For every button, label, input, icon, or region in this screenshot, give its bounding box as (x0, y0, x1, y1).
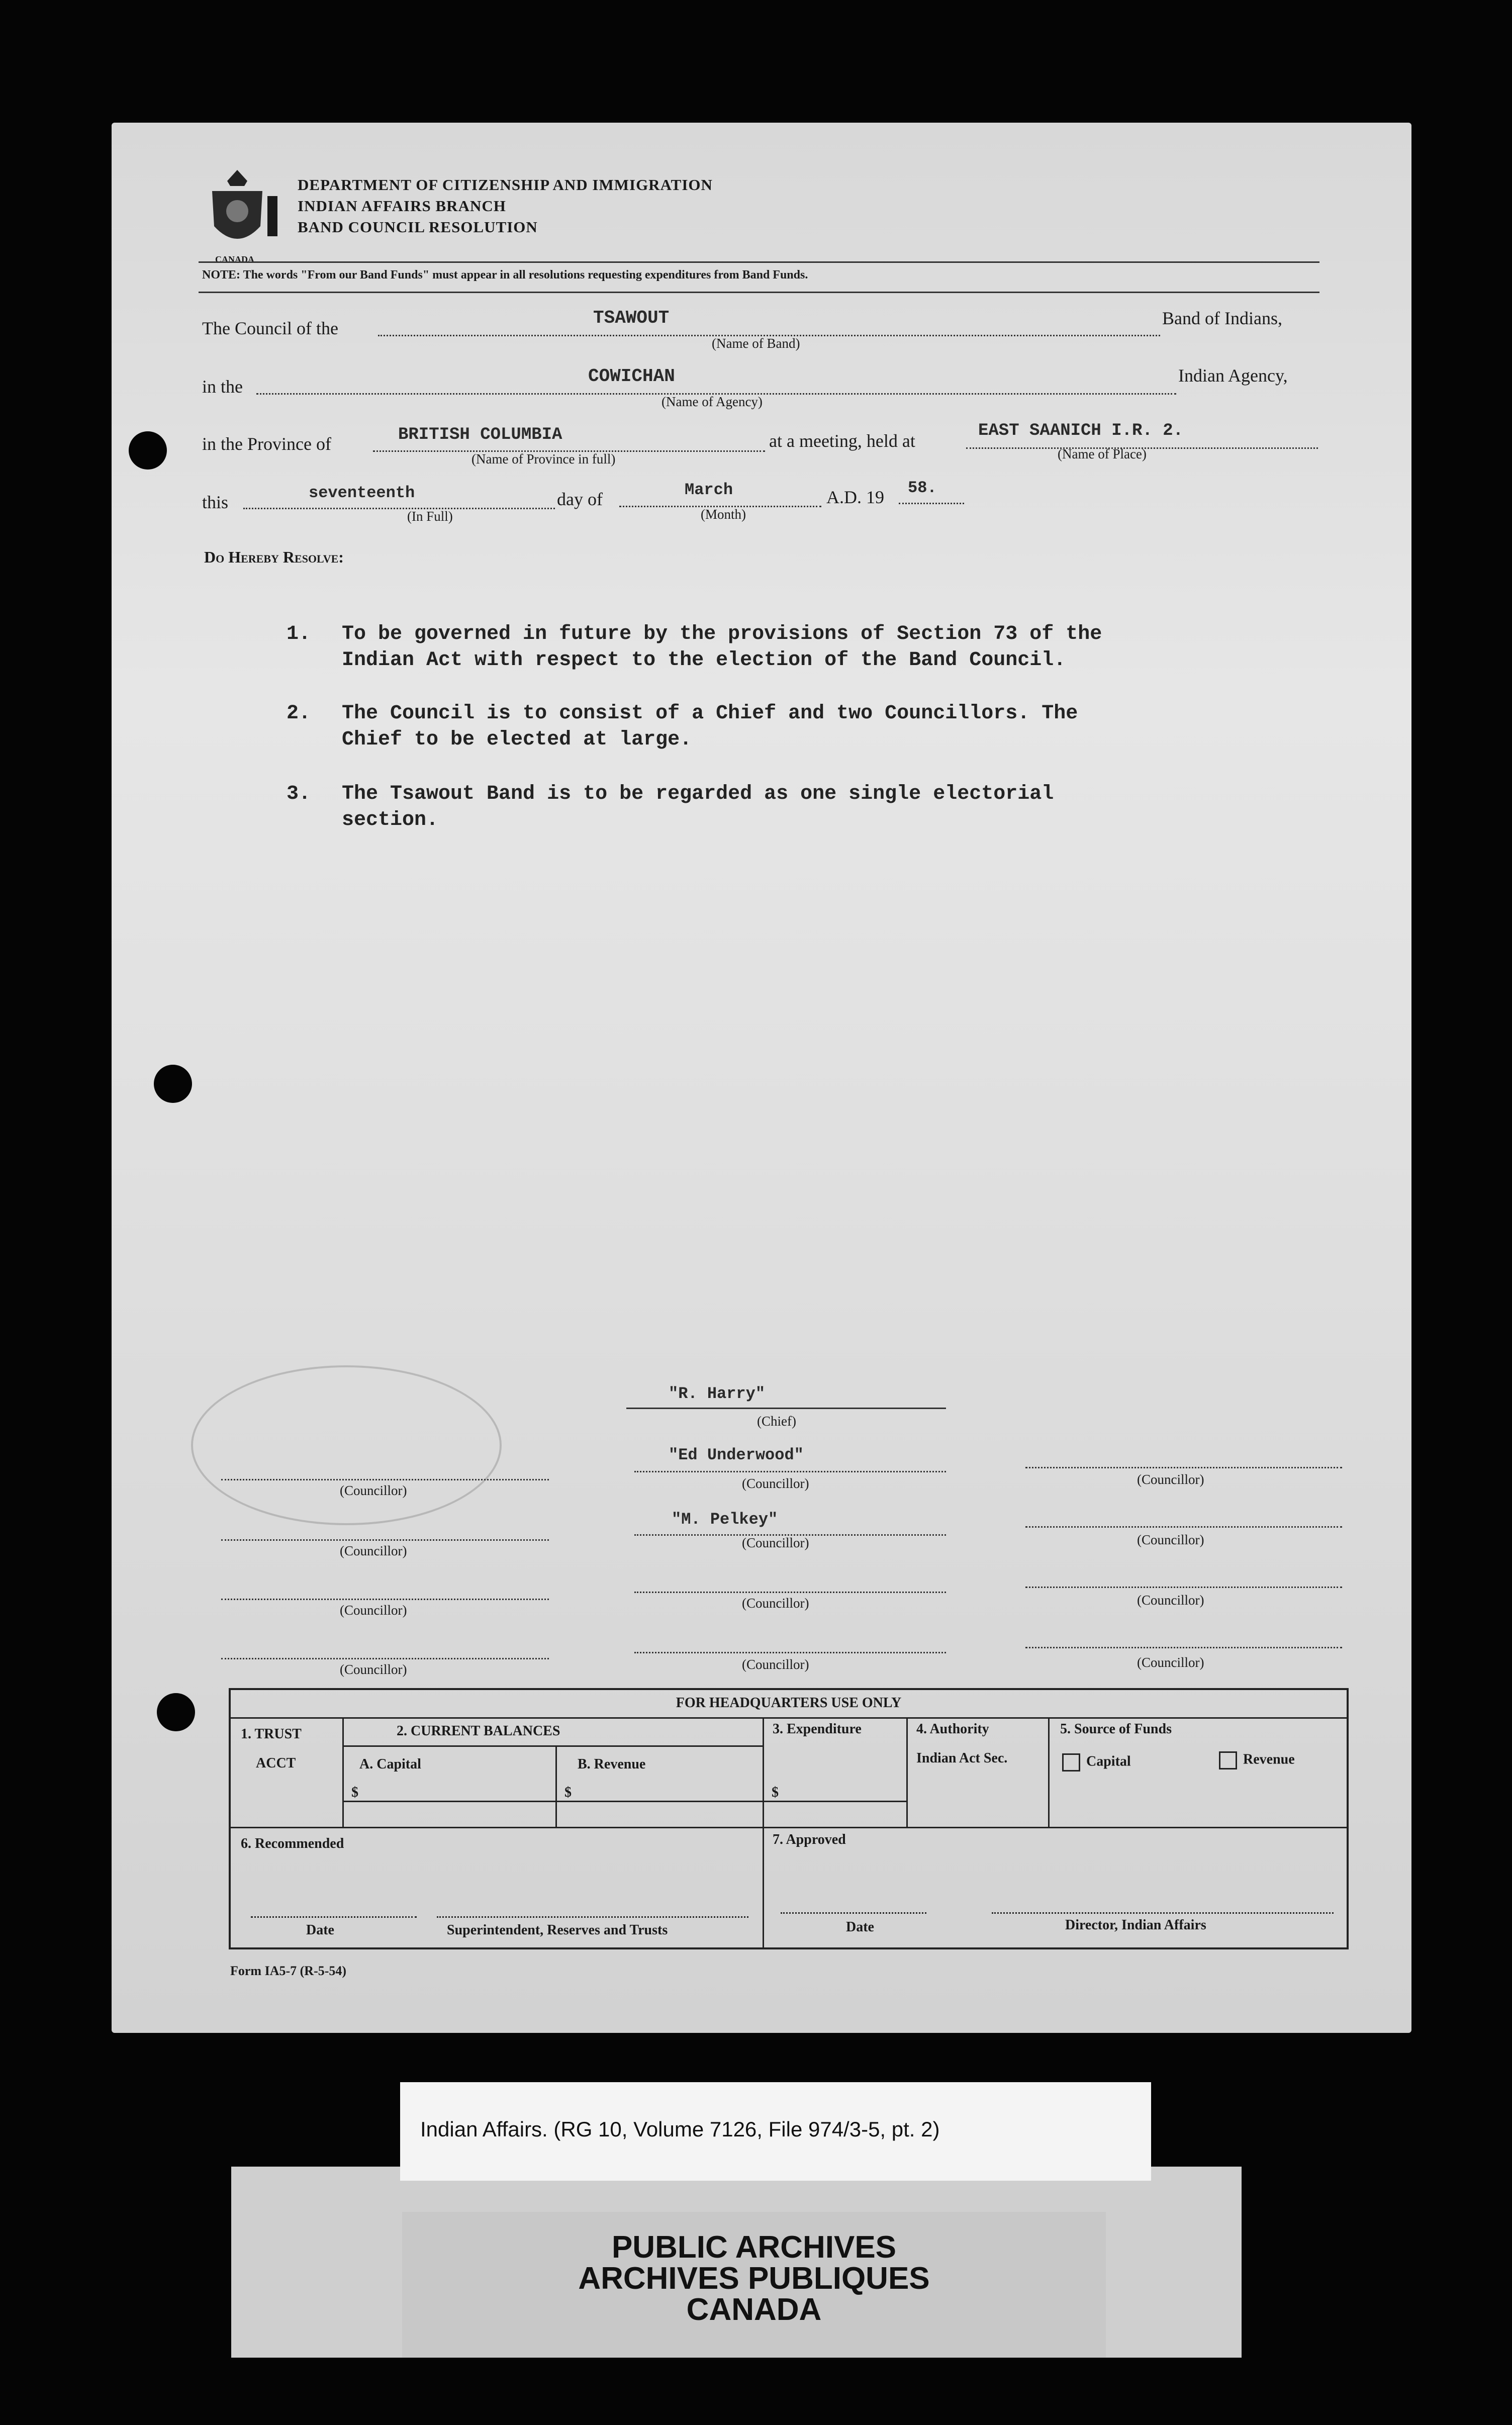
meeting-label: at a meeting, held at (769, 431, 915, 451)
hq-rule (342, 1801, 763, 1802)
source-revenue-label: Revenue (1243, 1751, 1295, 1767)
agency-value: COWICHAN (588, 366, 675, 387)
resolution-number: 2. (287, 702, 311, 725)
superintendent-line (437, 1916, 748, 1918)
source-label: 5. Source of Funds (1060, 1721, 1172, 1737)
director-line (992, 1912, 1334, 1914)
revenue-label: B. Revenue (578, 1756, 646, 1772)
councillor-caption: (Councillor) (1137, 1655, 1204, 1670)
archive-stamp-line2: ARCHIVES PUBLIQUES (578, 2261, 930, 2296)
source-capital-label: Capital (1086, 1753, 1131, 1769)
hq-rule (763, 1801, 906, 1802)
hq-divider (1048, 1717, 1050, 1827)
resolution-number: 1. (287, 623, 311, 645)
councillor-caption: (Councillor) (742, 1535, 809, 1550)
province-value: BRITISH COLUMBIA (398, 425, 562, 444)
signature-line (221, 1658, 549, 1659)
council-label: The Council of the (202, 318, 338, 338)
hq-divider (342, 1717, 344, 1827)
acct-label: ACCT (256, 1755, 296, 1771)
month-caption: (Month) (701, 507, 746, 522)
signature-line (634, 1592, 946, 1593)
canada-crest-icon (197, 166, 277, 261)
balances-label: 2. CURRENT BALANCES (397, 1723, 560, 1739)
capital-dollar: $ (351, 1785, 358, 1800)
month-value: March (685, 481, 733, 499)
expenditure-dollar: $ (772, 1785, 779, 1800)
councillor-caption: (Councillor) (742, 1657, 809, 1672)
day-of-label: day of (557, 489, 603, 509)
resolution-text: To be governed in future by the provisions of Section 73 of the Indian Act with respect to the election of the Band Council. (342, 623, 1102, 672)
approved-label: 7. Approved (773, 1832, 846, 1847)
chief-signature: "R. Harry" (669, 1384, 766, 1403)
revenue-dollar: $ (564, 1785, 572, 1800)
year-value: 58. (908, 479, 937, 497)
day-value: seventeenth (309, 484, 415, 502)
band-caption: (Name of Band) (712, 336, 800, 351)
note-text: NOTE: The words "From our Band Funds" must appear in all resolutions requesting expenditures from Band Funds. (202, 268, 808, 282)
note-top-rule (199, 261, 1319, 263)
band-name-value: TSAWOUT (593, 308, 670, 328)
ad-label: A.D. 19 (826, 487, 884, 507)
form-title: BAND COUNCIL RESOLUTION (298, 218, 538, 236)
recommended-date-label: Date (306, 1922, 334, 1938)
revenue-checkbox[interactable] (1219, 1751, 1237, 1769)
councillor-caption: (Councillor) (1137, 1472, 1204, 1487)
form-number: Form IA5-7 (R-5-54) (230, 1964, 347, 1978)
signature-line (634, 1471, 946, 1472)
seal-stamp (191, 1365, 502, 1525)
hq-divider (906, 1717, 908, 1827)
councillor-caption: (Councillor) (742, 1476, 809, 1491)
superintendent-label: Superintendent, Reserves and Trusts (447, 1922, 668, 1938)
councillor-caption: (Councillor) (340, 1662, 407, 1677)
archive-reference-card (400, 2082, 1151, 2181)
signature-line (221, 1599, 549, 1600)
archive-stamp-line3: CANADA (686, 2292, 822, 2327)
authority-sub-label: Indian Act Sec. (916, 1750, 1008, 1766)
province-label: in the Province of (202, 434, 331, 454)
place-value: EAST SAANICH I.R. 2. (978, 421, 1184, 440)
resolution-text: The Council is to consist of a Chief and two Councillors. The Chief to be elected at large. (342, 702, 1078, 751)
signature-line (626, 1408, 946, 1409)
resolve-label: Do Hereby Resolve: (204, 548, 344, 566)
signature-line (1025, 1587, 1342, 1588)
hq-rule (231, 1827, 1347, 1828)
hq-divider (763, 1717, 764, 1947)
hq-title: FOR HEADQUARTERS USE ONLY (676, 1695, 902, 1711)
trust-label: 1. TRUST (241, 1726, 302, 1742)
punch-hole (129, 431, 167, 470)
hq-divider (555, 1745, 557, 1827)
councillor-caption: (Councillor) (340, 1483, 407, 1498)
note-bottom-rule (199, 292, 1319, 293)
director-label: Director, Indian Affairs (1065, 1917, 1206, 1933)
capital-label: A. Capital (359, 1756, 421, 1772)
archive-stamp-line1: PUBLIC ARCHIVES (611, 2230, 897, 2265)
band-suffix: Band of Indians, (1162, 308, 1282, 328)
councillor-caption: (Councillor) (742, 1596, 809, 1611)
councillor-caption: (Councillor) (340, 1543, 407, 1558)
place-caption: (Name of Place) (1058, 446, 1147, 461)
archive-stamp (503, 2232, 1005, 2325)
agency-suffix: Indian Agency, (1178, 365, 1288, 386)
councillor-signature: "M. Pelkey" (672, 1510, 778, 1529)
crest-caption: CANADA (215, 254, 254, 264)
year-field-line (899, 503, 964, 504)
day-caption: (In Full) (407, 509, 453, 524)
day-field-line (243, 508, 555, 509)
resolution-text: The Tsawout Band is to be regarded as one single electorial section. (342, 783, 1054, 831)
source-capital-option[interactable] (1062, 1753, 1131, 1771)
councillor-caption: (Councillor) (1137, 1532, 1204, 1547)
councillor-signature: "Ed Underwood" (669, 1446, 804, 1464)
signature-line (634, 1652, 946, 1653)
branch-title: INDIAN AFFAIRS BRANCH (298, 197, 506, 215)
signature-line (1025, 1647, 1342, 1648)
councillor-caption: (Councillor) (1137, 1593, 1204, 1608)
source-revenue-option[interactable] (1219, 1751, 1295, 1769)
authority-label: 4. Authority (916, 1721, 989, 1737)
expenditure-label: 3. Expenditure (773, 1721, 862, 1737)
department-title: DEPARTMENT OF CITIZENSHIP AND IMMIGRATION (298, 176, 713, 194)
agency-caption: (Name of Agency) (662, 394, 763, 409)
councillor-caption: (Councillor) (340, 1603, 407, 1618)
archive-reference-text: Indian Affairs. (RG 10, Volume 7126, File 974/3-5, pt. 2) (420, 2117, 940, 2141)
recommended-label: 6. Recommended (241, 1836, 344, 1851)
this-label: this (202, 492, 229, 512)
chief-caption: (Chief) (757, 1414, 796, 1429)
agency-label: in the (202, 377, 243, 397)
punch-hole (157, 1693, 195, 1731)
signature-line (1025, 1526, 1342, 1528)
approved-date-label: Date (846, 1919, 874, 1935)
date-line (781, 1912, 926, 1914)
punch-hole (154, 1065, 192, 1103)
resolution-number: 3. (287, 783, 311, 805)
province-caption: (Name of Province in full) (471, 451, 616, 467)
headquarters-box (229, 1688, 1349, 1949)
capital-checkbox[interactable] (1062, 1753, 1080, 1771)
signature-line (221, 1539, 549, 1541)
date-line (251, 1916, 417, 1918)
signature-line (1025, 1467, 1342, 1468)
hq-rule (342, 1745, 763, 1747)
hq-rule (231, 1717, 1347, 1719)
